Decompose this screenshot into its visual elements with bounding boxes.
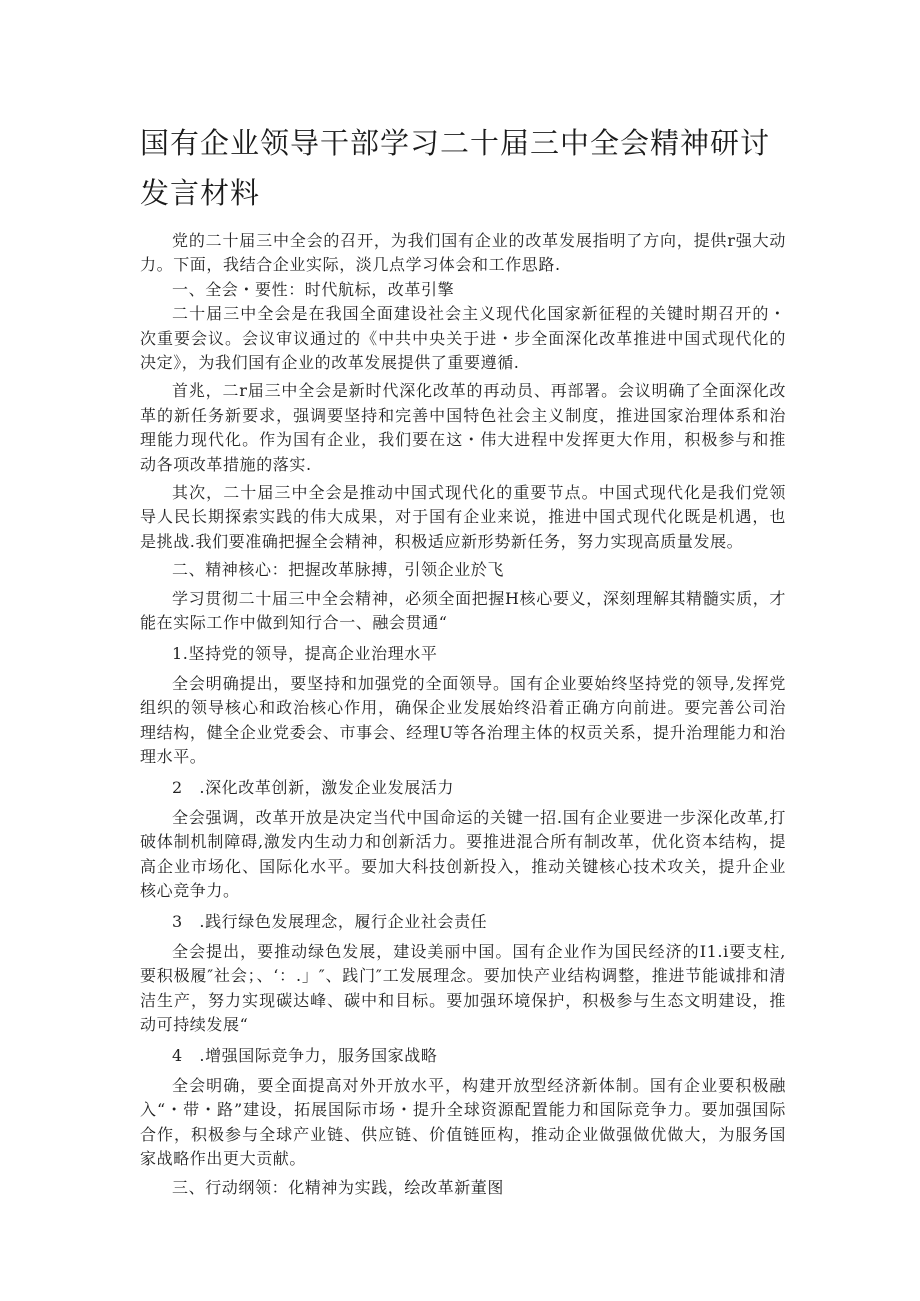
subheading-4: 4 .增强国际竞争力，服务国家战略: [172, 1045, 438, 1065]
intro-paragraph: 党的二十届三中全会的召开，为我们国有企业的改革发展指明了方向，提供r强大动力。下面，我结合企业实际，淡几点学习体会和工作思路.: [140, 231, 786, 275]
section-heading-1: 一、全会・要性：时代航标，改革引擎: [172, 279, 455, 299]
body-paragraph: 其次，二十届三中全会是推动中国式现代化的重要节点。中国式现代化是我们党领导人民长期探索实践的伟大成果，对于国有企业来说，推进中国式现代化既是机遇，也是挑战.我们要准确把握全会精神，积极适应新形势新任务，努力实现高质量发展。: [140, 483, 786, 551]
body-paragraph: 二十届三中全会是在我国全面建设社会主义现代化国家新征程的关键时期召开的・次重要会议。会议审议通过的《中共中央关于进・步全面深化改革推进中国式现代化的决定》，为我们国有企业的改革发展提供了重要遵循.: [140, 304, 786, 373]
body-paragraph: 全会强调，改革开放是决定当代中国命运的关键一招.国有企业要进一步深化改革,打破体制机制障碍,激发内生动力和创新活力。要推进混合所有制改革，优化资本结构，提高企业市场化、国际化水平。要加大科技创新投入，推动关键核心技术攻关，提升企业核心竞争力。: [140, 807, 786, 901]
body-paragraph: 学习贯彻二十届三中全会精神，必须全面把握H核心要义，深刻理解其精髓实质，才能在实际工作中做到知行合一、融会贯通“: [140, 588, 786, 633]
document-body: [140, 229, 786, 1200]
document-title: 国有企业领导干部学习二十届三中全会精神研讨发言材料: [140, 126, 771, 210]
subheading-1: 1.坚持党的领导，提高企业治理水平: [172, 643, 438, 663]
body-paragraph: 全会提出，要推动绿色发展，建设美丽中国。国有企业作为国民经济的I1.i要支柱,要积极履″社会；、‘：.」″、践门″工发展理念。要加快产业结构调整，推进节能诚排和清洁生产，努力实现碳达峰、碳中和目标。要加强环境保护，积极参与生态文明建设，推动可持续发展“: [140, 941, 786, 1035]
section-heading-2: 二、精神核心：把握改革脉搏，引领企业於飞: [172, 560, 505, 580]
body-paragraph: 首兆，二r届三中全会是新时代深化改革的再动员、再部署。会议明确了全面深化改革的新任务新要求，强调要坚持和完善中国特色社会主义制度，推进国家治理体系和治理能力现代化。作为国有企业，我们要在这・伟大进程中发挥更大作用，积极参与和推动各项改革措施的落实.: [140, 381, 786, 474]
section-heading-3: 三、行动纲领：化精神为实践，绘改革新董图: [172, 1177, 505, 1197]
subheading-3: 3 .践行绿色发展理念，履行企业社会责任: [172, 911, 488, 931]
body-paragraph: 全会明确提出，要坚持和加强党的全面领导。国有企业要始终坚持党的领导,发挥党组织的领导核心和政治核心作用，确保企业发展始终沿着正确方向前进。要完善公司治理结构，健全企业党委会、市事会、经理U等各治理主体的权贡关系，提升治理能力和治理水平。: [140, 673, 786, 767]
body-paragraph: 全会明确，要全面提高对外开放水平，构建开放型经济新体制。国有企业要积极融入“・带・路”建设，拓展国际市场・提升全球资源配置能力和国际竞争力。要加强国际合作，积极参与全球产业链、供应链、价值链匝构，推动企业做强做优做大，为服务国家战略作出更大贡献。: [140, 1076, 786, 1169]
subheading-2: 2 .深化改革创新，激发企业发展活力: [172, 777, 455, 797]
